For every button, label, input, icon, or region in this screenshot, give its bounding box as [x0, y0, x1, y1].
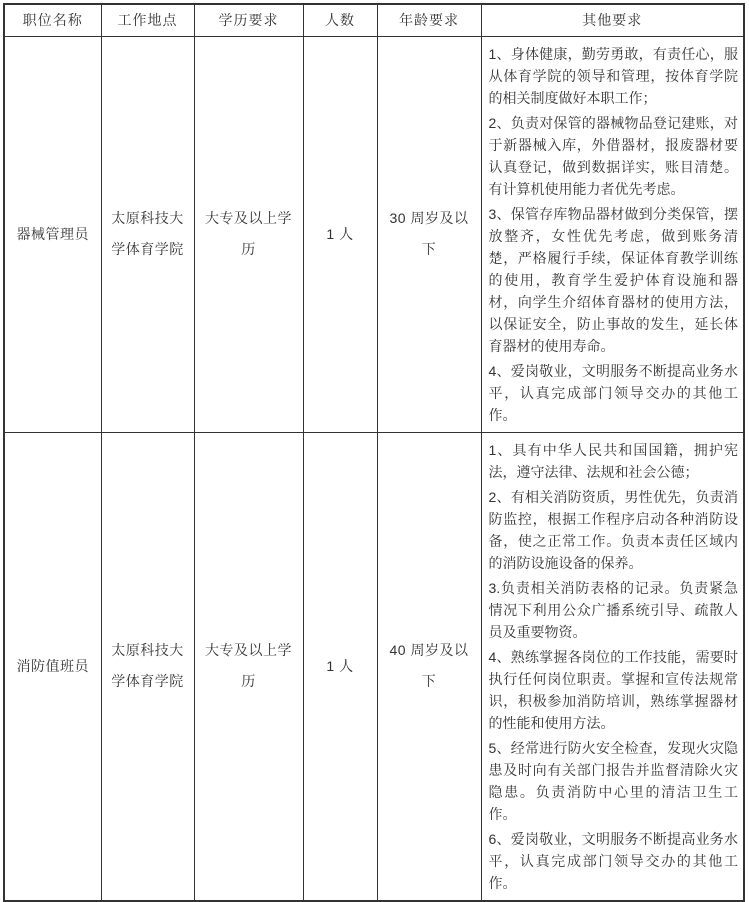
requirement-item: 2、有相关消防资质，男性优先，负责消防监控，根据工作程序启动各种消防设备，使之正常工作。负责本责任区域内的消防设施设备的保养。: [488, 488, 738, 571]
job-positions-table: [3, 3, 745, 902]
position-cell: 消防值班员: [4, 432, 101, 901]
education-cell: 大专及以上学历: [194, 36, 303, 432]
requirement-item: 3.负责相关消防表格的记录。负责紧急情况下利用公众广播系统引导、疏散人员及重要物资。: [488, 579, 738, 640]
requirement-item: 3、保管存库物品器材做到分类保管，摆放整齐，女性优先考虑，做到账务清楚，严格履行手续，保证体育教学训练的使用，教育学生爱护体育设施和器材，向学生介绍体育器材的使用方法，以保证安全，防止事故的发生，延长体育器材的使用寿命。: [488, 205, 738, 354]
requirement-item: 6、爱岗敬业，文明服务不断提高业务水平，认真完成部门领导交办的其他工作。: [488, 830, 738, 891]
age-cell: 40 周岁及以下: [377, 432, 481, 901]
headcount-cell: 1 人: [303, 36, 377, 432]
other-requirements-cell: [481, 432, 744, 901]
header-age: 年龄要求: [377, 4, 481, 36]
table-row: [4, 432, 744, 901]
location-cell: 太原科技大学体育学院: [101, 432, 194, 901]
headcount-cell: 1 人: [303, 432, 377, 901]
requirement-item: 1、身体健康，勤劳勇敢，有责任心，服从体育学院的领导和管理，按体育学院的相关制度做好本职工作；: [488, 45, 738, 106]
other-requirements-cell: [481, 36, 744, 432]
table-header-row: [4, 4, 744, 36]
requirement-item: 4、熟练掌握各岗位的工作技能，需要时执行任何岗位职责。掌握和宣传法规常识，积极参加消防培训，熟练掌握器材的性能和使用方法。: [488, 648, 738, 731]
table-row: [4, 36, 744, 432]
header-location: 工作地点: [101, 4, 194, 36]
requirement-item: 2、负责对保管的器械物品登记建账，对于新器械入库，外借器材，报废器材要认真登记，做到数据详实，账目清楚。有计算机使用能力者优先考虑。: [488, 114, 738, 197]
header-position: 职位名称: [4, 4, 101, 36]
requirement-item: 4、爱岗敬业，文明服务不断提高业务水平，认真完成部门领导交办的其他工作。: [488, 362, 738, 423]
location-cell: 太原科技大学体育学院: [101, 36, 194, 432]
header-education: 学历要求: [194, 4, 303, 36]
header-headcount: 人数: [303, 4, 377, 36]
requirement-item: 1、具有中华人民共和国国籍，拥护宪法，遵守法律、法规和社会公德；: [488, 441, 738, 480]
position-cell: 器械管理员: [4, 36, 101, 432]
age-cell: 30 周岁及以下: [377, 36, 481, 432]
header-other-requirements: 其他要求: [481, 4, 744, 36]
requirement-item: 5、经常进行防火安全检查，发现火灾隐患及时向有关部门报告并监督清除火灾隐患。负责消防中心里的清洁卫生工作。: [488, 739, 738, 822]
education-cell: 大专及以上学历: [194, 432, 303, 901]
